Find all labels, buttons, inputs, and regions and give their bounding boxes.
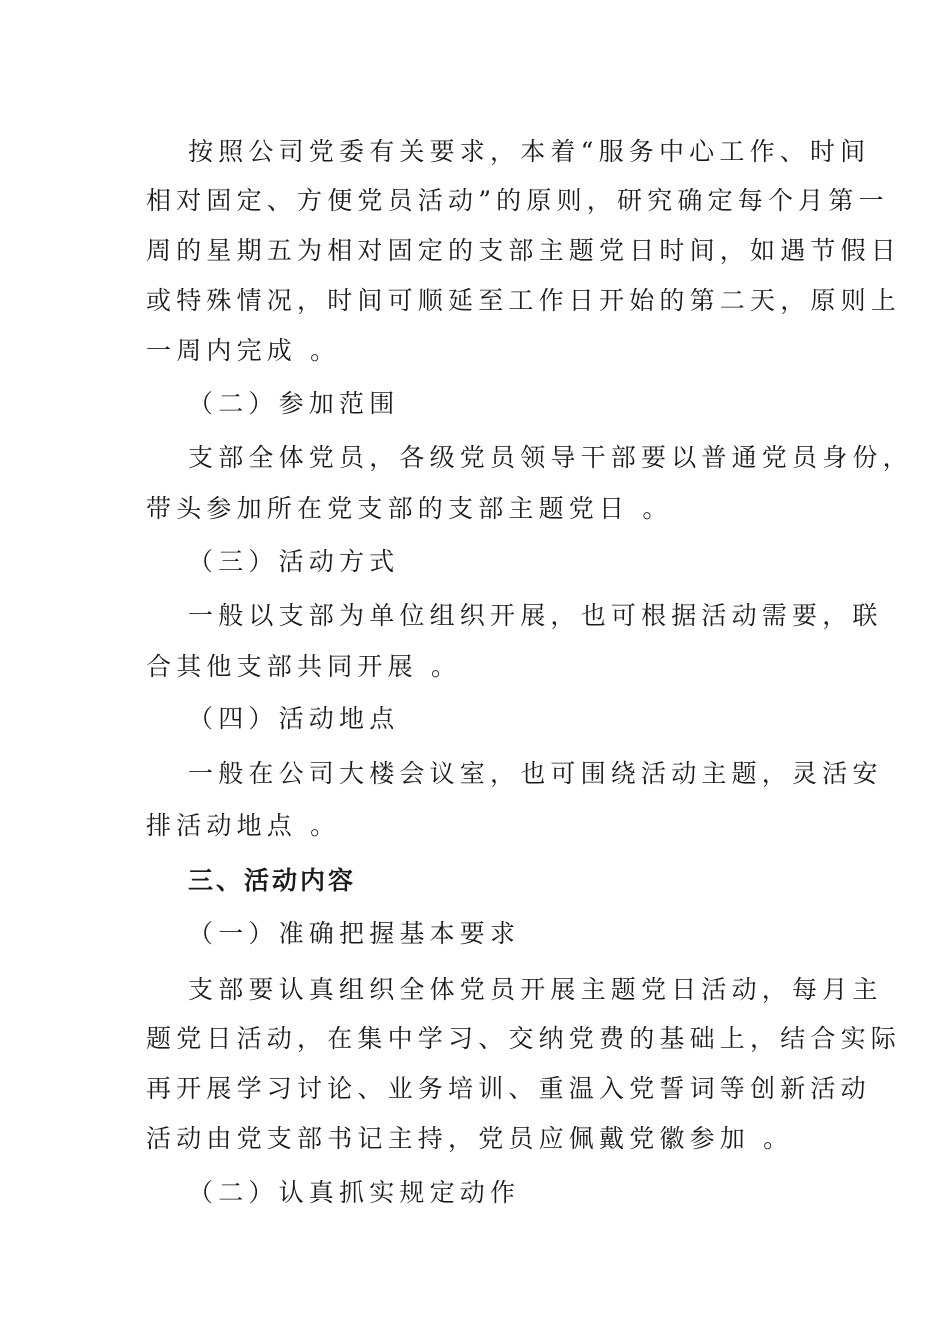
paragraph-line: 按照公司党委有关要求，本着“服务中心工作、时间: [188, 137, 871, 166]
paragraph-line: 支部要认真组织全体党员开展主题党日活动，每月主: [188, 975, 883, 1004]
paragraph-line: 题党日活动，在集中学习、交纳党费的基础上，结合实际: [146, 1024, 902, 1053]
paragraph-line: 支部全体党员，各级党员领导干部要以普通党员身份，: [188, 443, 913, 472]
subheading-activity-method: （三）活动方式: [188, 547, 400, 576]
paragraph-line: 或特殊情况，时间可顺延至工作日开始的第二天，原则上: [146, 286, 902, 315]
paragraph-line: 排活动地点 。: [146, 811, 341, 840]
paragraph-line: 合其他支部共同开展 。: [146, 652, 462, 681]
subheading-required-actions: （二）认真抓实规定动作: [188, 1178, 521, 1207]
subheading-activity-location: （四）活动地点: [188, 704, 400, 733]
paragraph-line: 再开展学习讨论、业务培训、重温入党誓词等创新活动: [146, 1074, 871, 1103]
subheading-basic-requirements: （一）准确把握基本要求: [188, 919, 521, 948]
paragraph-line: 一周内完成 。: [146, 336, 341, 365]
paragraph-line: 带头参加所在党支部的支部主题党日 。: [146, 494, 673, 523]
paragraph-line: 活动由党支部书记主持，党员应佩戴党徽参加 。: [146, 1124, 794, 1153]
section-heading-activity-content: 三、活动内容: [188, 866, 357, 895]
paragraph-line: 一般在公司大楼会议室，也可围绕活动主题，灵活安: [188, 759, 883, 788]
paragraph-line: 一般以支部为单位组织开展，也可根据活动需要，联: [188, 601, 883, 630]
paragraph-line: 相对固定、方便党员活动”的原则，研究确定每个月第一: [146, 186, 889, 215]
subheading-participation-scope: （二）参加范围: [188, 389, 400, 418]
paragraph-line: 周的星期五为相对固定的支部主题党日时间，如遇节假日: [146, 236, 902, 265]
